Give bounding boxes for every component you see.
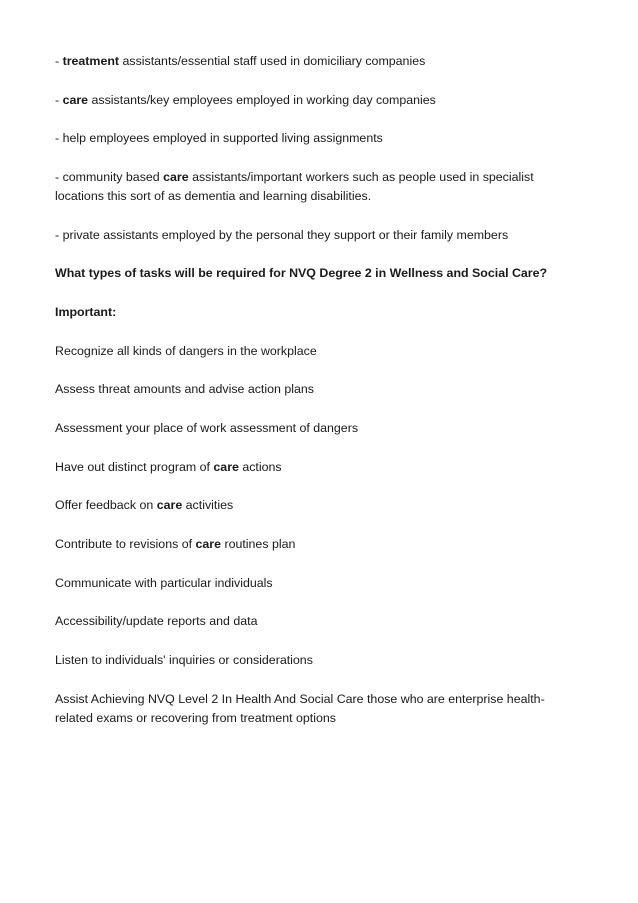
closing-paragraph-line2: related exams or recovering from treatment options xyxy=(55,711,336,725)
bullet-prefix: - xyxy=(55,54,63,68)
bullet-text: - help employees employed in supported living assignments xyxy=(55,131,383,145)
task-item xyxy=(55,652,313,668)
bullet-text: assistants/key employees employed in working day companies xyxy=(88,93,436,107)
task-text: activities xyxy=(182,498,234,512)
task-item xyxy=(55,575,273,591)
task-item xyxy=(55,613,258,629)
keyword-care: care xyxy=(213,460,239,474)
task-text: Accessibility/update reports and data xyxy=(55,614,258,628)
bullet-text: assistants/essential staff used in domiciliary companies xyxy=(119,54,426,68)
bullet-treatment-assistants xyxy=(55,53,425,69)
bullet-prefix: - xyxy=(55,93,63,107)
task-text: actions xyxy=(238,460,282,474)
task-text: Have out distinct program of xyxy=(55,460,214,474)
bullet-text: assistants/important workers such as people used in specialist xyxy=(188,170,534,184)
task-text: routines plan xyxy=(221,537,296,551)
keyword-care: care xyxy=(62,93,89,107)
bullet-community-care-continued: locations this sort of as dementia and learning disabilities. xyxy=(55,189,372,203)
section-question-heading: What types of tasks will be required for NVQ Degree 2 in Wellness and Social Care? xyxy=(55,266,548,280)
task-text: Offer feedback on xyxy=(55,498,157,512)
bullet-prefix: - community based xyxy=(55,170,164,184)
important-label: Important: xyxy=(55,305,117,319)
task-item xyxy=(55,381,314,397)
keyword-care: care xyxy=(156,498,183,512)
task-text: Communicate with particular individuals xyxy=(55,576,273,590)
bullet-care-assistants xyxy=(55,92,436,108)
task-item xyxy=(55,459,282,475)
task-text: Assess threat amounts and advise action plans xyxy=(55,382,314,396)
bullet-community-care xyxy=(55,169,534,185)
bullet-text: - private assistants employed by the personal they support or their family members xyxy=(55,228,509,242)
bullet-private-assistants xyxy=(55,227,508,243)
task-item xyxy=(55,343,317,359)
task-text: Assessment your place of work assessment of dangers xyxy=(55,421,359,435)
keyword-treatment: treatment xyxy=(62,54,120,68)
keyword-care: care xyxy=(195,537,221,551)
bullet-supported-living xyxy=(55,130,383,146)
task-text: Listen to individuals' inquiries or considerations xyxy=(55,653,313,667)
task-item xyxy=(55,497,233,513)
task-text: Contribute to revisions of xyxy=(55,537,196,551)
keyword-care: care xyxy=(163,170,189,184)
closing-paragraph-line1: Assist Achieving NVQ Level 2 In Health And Social Care those who are enterprise health- xyxy=(55,692,545,706)
task-item xyxy=(55,420,358,436)
task-text: Recognize all kinds of dangers in the workplace xyxy=(55,344,317,358)
task-item xyxy=(55,536,295,552)
